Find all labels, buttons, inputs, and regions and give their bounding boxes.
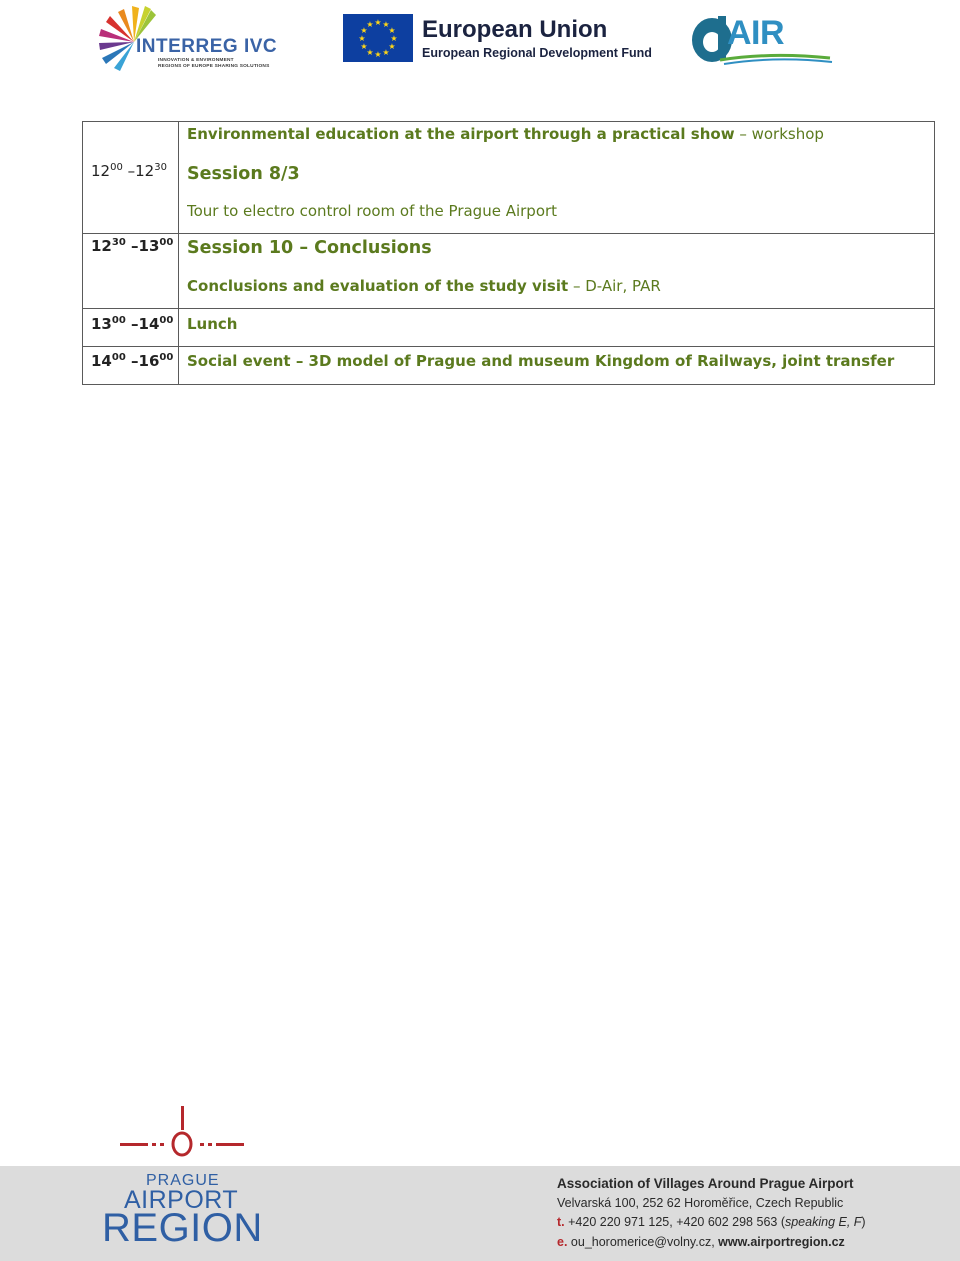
activity-description-light: D-Air, PAR: [585, 277, 661, 295]
time-cell: [83, 159, 179, 196]
eu-flag-icon: [343, 14, 413, 62]
schedule-row: [83, 347, 935, 385]
interreg-ivc-logo: [96, 4, 296, 74]
phone-note: speaking E, F: [784, 1215, 862, 1229]
organization-name: Association of Villages Around Prague Airport: [557, 1176, 854, 1191]
time-range: $12^{30}$ $-13^{00}$: [91, 237, 174, 255]
svg-text:★: ★: [382, 48, 390, 57]
schedule-row: [83, 234, 935, 272]
schedule-row: [83, 159, 935, 196]
time-start-minutes: 00: [111, 315, 126, 326]
time-start: 13: [91, 315, 112, 333]
svg-text:★: ★: [358, 34, 366, 43]
schedule-row: [83, 196, 935, 234]
time-end: 13: [138, 237, 160, 255]
time-start-minutes: 00: [110, 162, 123, 173]
activity-cell: [179, 234, 935, 272]
time-end-minutes: 00: [159, 315, 174, 326]
activity-title-light: workshop: [751, 125, 824, 143]
svg-text:★: ★: [388, 26, 396, 35]
logo-airport-text: AIRPORT: [124, 1186, 239, 1214]
interreg-name: INTERREG IVC: [136, 36, 278, 57]
prague-airport-region-logo: [100, 1100, 270, 1255]
time-start: 14: [91, 352, 112, 370]
runway-mark-icon: [100, 1100, 270, 1172]
activity-cell: [179, 309, 935, 347]
activity-description: [187, 271, 934, 308]
activity-title-dash: –: [734, 125, 752, 143]
activity-description: Tour to electro control room of the Prague Airport: [187, 202, 558, 220]
svg-text:★: ★: [382, 20, 390, 29]
time-range: $14^{00}$ $-16^{00}$: [91, 352, 174, 370]
email-address[interactable]: ou_horomerice@volny.cz,: [567, 1234, 719, 1249]
svg-text:★: ★: [390, 34, 398, 43]
interreg-tagline-2: REGIONS OF EUROPE SHARING SOLUTIONS: [158, 63, 270, 69]
time-end: 16: [138, 352, 160, 370]
time-end-minutes: 30: [154, 162, 167, 173]
time-start: 12: [91, 162, 111, 180]
time-cell: [83, 122, 179, 160]
svg-text:★: ★: [374, 18, 382, 27]
svg-text:★: ★: [366, 20, 374, 29]
activity-description-bold: Conclusions and evaluation of the study visit: [187, 277, 569, 295]
time-end: 14: [138, 315, 160, 333]
session-title: Session 10 – Conclusions: [187, 238, 432, 258]
activity-cell: [179, 196, 935, 234]
time-cell: [83, 234, 179, 272]
logo-prague-text: PRAGUE: [146, 1172, 220, 1189]
eu-title: European Union: [422, 16, 608, 43]
svg-text:★: ★: [360, 42, 368, 51]
schedule-table: [82, 121, 934, 385]
phone-label: t.: [557, 1215, 565, 1229]
website-link[interactable]: www.airportregion.cz: [718, 1234, 845, 1249]
time-end-minutes: 00: [159, 352, 174, 363]
activity-cell: [179, 347, 935, 385]
header-logos: [0, 0, 960, 80]
activity-title: Social event – 3D model of Prague and museum Kingdom of Railways, joint transfer: [187, 352, 895, 370]
interreg-tagline: [158, 58, 269, 69]
time-cell: [83, 196, 179, 234]
activity-cell: [179, 271, 935, 309]
time-cell: [83, 309, 179, 347]
logo-region-text: REGION: [102, 1206, 263, 1250]
activity-cell: [179, 122, 935, 160]
d-air-text: AIR: [727, 14, 785, 52]
activity-title: [187, 122, 934, 159]
email-label: e.: [557, 1234, 568, 1249]
phone-line: [557, 1213, 937, 1233]
svg-text:★: ★: [360, 26, 368, 35]
d-air-logo: [690, 12, 836, 68]
time-start: 12: [91, 237, 112, 255]
schedule-row: [83, 309, 935, 347]
svg-text:★: ★: [388, 42, 396, 51]
activity-description-dash: –: [568, 277, 586, 295]
activity-title-bold: Environmental education at the airport through a practical show: [187, 125, 735, 143]
email-line: [557, 1233, 937, 1253]
interreg-tagline-1: INNOVATION & ENVIRONMENT: [158, 58, 234, 63]
time-start-minutes: 30: [111, 237, 126, 248]
eu-subtitle: European Regional Development Fund: [422, 46, 652, 60]
address: Velvarská 100, 252 62 Horoměřice, Czech Republic: [557, 1195, 844, 1210]
time-start-minutes: 00: [111, 352, 126, 363]
schedule-row: [83, 271, 935, 309]
time-end-minutes: 00: [159, 237, 174, 248]
svg-text:★: ★: [366, 48, 374, 57]
contact-block: [557, 1174, 937, 1252]
european-union-logo: [343, 14, 652, 64]
time-cell: [83, 271, 179, 309]
activity-title: Lunch: [187, 315, 238, 333]
phone-close: ): [861, 1215, 866, 1229]
time-range: $12^{00}$ $-12^{30}$: [91, 162, 167, 180]
schedule-row: [83, 122, 935, 160]
time-end: 12: [135, 162, 155, 180]
session-title: Session 8/3: [187, 164, 300, 184]
phone-numbers: +420 220 971 125, +420 602 298 563 (: [564, 1215, 785, 1229]
activity-cell: [179, 159, 935, 196]
time-cell: [83, 347, 179, 385]
time-range: $13^{00}$ $-14^{00}$: [91, 315, 174, 333]
svg-text:★: ★: [374, 50, 382, 59]
